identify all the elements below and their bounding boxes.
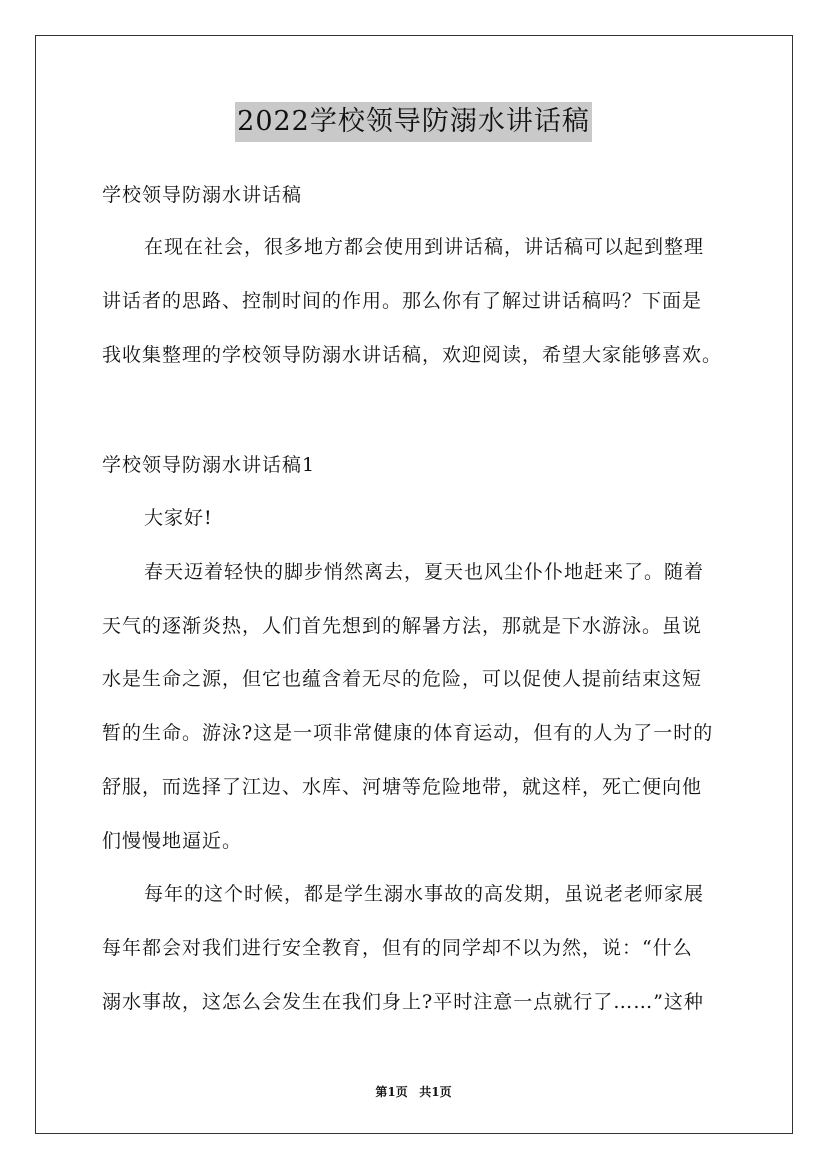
paragraph-line: 在现在社会，很多地方都会使用到讲话稿，讲话稿可以起到整理 xyxy=(144,236,705,258)
document-title: 2022学校领导防溺水讲话稿 xyxy=(235,102,592,142)
paragraph-line: 溺水事故，这怎么会发生在我们身上?平时注意一点就行了……”这种 xyxy=(102,991,704,1013)
subtitle: 学校领导防溺水讲话稿 xyxy=(102,184,303,206)
page-total: 共1页 xyxy=(419,1085,452,1099)
paragraph-line: 暂的生命。游泳?这是一项非常健康的体育运动，但有的人为了一时的 xyxy=(102,722,714,744)
paragraph-line: 们慢慢地逼近。 xyxy=(102,830,243,852)
title-container xyxy=(0,102,827,142)
paragraph-line: 春天迈着轻快的脚步悄然离去，夏天也风尘仆仆地赶来了。随着 xyxy=(144,561,705,583)
paragraph-line: 我收集整理的学校领导防溺水讲话稿，欢迎阅读，希望大家能够喜欢。 xyxy=(102,344,723,366)
paragraph-line: 水是生命之源，但它也蕴含着无尽的危险，可以促使人提前结束这短 xyxy=(102,668,703,690)
page-footer xyxy=(0,1084,827,1100)
page-number: 第1页 xyxy=(375,1085,408,1099)
paragraph-line: 每年都会对我们进行安全教育，但有的同学却不以为然，说：“什么 xyxy=(102,937,693,959)
greeting: 大家好! xyxy=(144,507,213,529)
section-heading: 学校领导防溺水讲话稿1 xyxy=(102,454,316,476)
paragraph-line: 每年的这个时候，都是学生溺水事故的高发期，虽说老老师家展 xyxy=(144,883,705,905)
paragraph-line: 舒服，而选择了江边、水库、河塘等危险地带，就这样，死亡便向他 xyxy=(102,776,703,798)
paragraph-line: 讲话者的思路、控制时间的作用。那么你有了解过讲话稿吗？下面是 xyxy=(102,290,703,312)
paragraph-line: 天气的逐渐炎热，人们首先想到的解暑方法，那就是下水游泳。虽说 xyxy=(102,615,703,637)
